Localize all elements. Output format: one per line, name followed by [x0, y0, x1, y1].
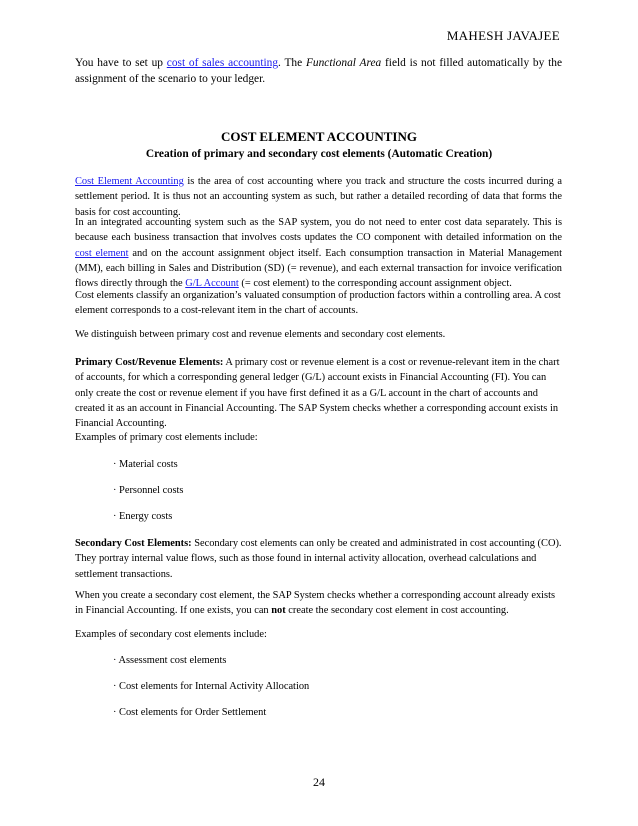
intro-text-part2: . The — [278, 57, 306, 69]
header-author: MAHESH JAVAJEE — [446, 28, 560, 43]
paragraph-8 — [75, 588, 562, 619]
paragraph-8-text-a: When you create a secondary cost element, the SAP System checks whether a corresponding account already exists in Financial Accounting. If one exists, you can — [75, 590, 556, 617]
paragraph-primary-examples-intro — [75, 430, 562, 445]
paragraph-2-text-a: In an integrated accounting system such as the SAP system, you do not need to enter cost data separately. This is because each business transaction that involves costs updates the CO component with detailed information on the — [75, 217, 562, 244]
paragraph-1-text: is the area of cost accounting where you track and structure the costs incurred during a settlement period. It is thus not an accounting system as such, but rather a detailed recording of data that forms the basis for cost accounting. — [75, 176, 562, 218]
not-emphasis: not — [271, 605, 286, 617]
paragraph-cost-element-accounting — [75, 174, 562, 220]
list-item: · Cost elements for Order Settlement — [113, 707, 267, 718]
list-item: · Energy costs — [113, 511, 173, 522]
gl-account-link[interactable]: G/L Account — [185, 278, 239, 290]
paragraph-9: Examples of secondary cost elements include: — [75, 629, 267, 640]
list-item: · Personnel costs — [113, 485, 184, 496]
paragraph-4: We distinguish between primary cost and revenue elements and secondary cost elements. — [75, 329, 446, 340]
intro-text — [75, 56, 562, 87]
paragraph-2 — [75, 215, 562, 291]
page-number: 24 — [313, 775, 325, 789]
list-item: · Cost elements for Internal Activity Allocation — [113, 681, 310, 692]
paragraph-secondary-check — [75, 588, 562, 619]
cost-element-accounting-link[interactable]: Cost Element Accounting — [75, 176, 184, 187]
paragraph-classification — [75, 288, 562, 319]
paragraph-5-text: A primary cost or revenue element is a cost or revenue-relevant item in the chart of accounts, for which a corresponding general ledger (G/L) account exists in Financial Accounting (FI). You can only create the cost or revenue element if you have first defined it as a G/L account in the chart of accounts and created it as an account in Financial Accounting. The SAP System checks whether a corresponding account exists in Financial Accounting. — [75, 357, 560, 430]
paragraph-2-text-c: (= cost element) to the corresponding account assignment object. — [238, 278, 512, 290]
intro-text-part3: field is not filled automatically by the assignment of the scenario to your ledger. — [75, 57, 563, 85]
paragraph-8-text-b: create the secondary cost element in cost accounting. — [285, 605, 509, 617]
section-subtitle: Creation of primary and secondary cost elements (Automatic Creation) — [145, 148, 493, 160]
intro-paragraph — [75, 56, 562, 87]
list-item: · Material costs — [113, 459, 178, 470]
paragraph-secondary-cost — [75, 536, 562, 582]
functional-area-term: Functional Area — [305, 57, 382, 69]
cost-of-sales-accounting-link[interactable]: cost of sales accounting — [166, 57, 279, 69]
list-item: · Assessment cost elements — [113, 655, 227, 666]
paragraph-3: Cost elements classify an organization’s valuated consumption of production factors within a controlling area. A cost element corresponds to a cost-relevant item in the chart of accounts. — [75, 290, 561, 317]
paragraph-1 — [75, 174, 562, 220]
paragraph-2-text-b: and on the account assignment object itself. Each consumption transaction in Material Management (MM), each billing in Sales and Distribution (SD) (= revenue), and each external transaction for invoice verification flows directly through the — [75, 247, 562, 290]
paragraph-primary-cost — [75, 355, 562, 431]
cost-element-link[interactable]: cost element — [75, 247, 129, 259]
primary-cost-heading: Primary Cost/Revenue Elements: — [75, 357, 224, 368]
paragraph-5 — [75, 355, 562, 431]
section-title: COST ELEMENT ACCOUNTING — [220, 129, 417, 144]
paragraph-integrated-system — [75, 215, 562, 291]
paragraph-7-text: Secondary cost elements can only be created and administrated in cost accounting (CO). They portray internal value flows, such as those found in internal activity allocation, overhead calculations and settlement transactions. — [75, 538, 562, 580]
paragraph-7 — [75, 536, 562, 582]
paragraph-distinguish — [75, 327, 562, 342]
intro-text-part1: You have to set up — [75, 57, 167, 69]
secondary-cost-heading: Secondary Cost Elements: — [75, 538, 192, 549]
paragraph-secondary-examples-intro — [75, 627, 562, 642]
paragraph-6: Examples of primary cost elements include: — [75, 432, 258, 443]
